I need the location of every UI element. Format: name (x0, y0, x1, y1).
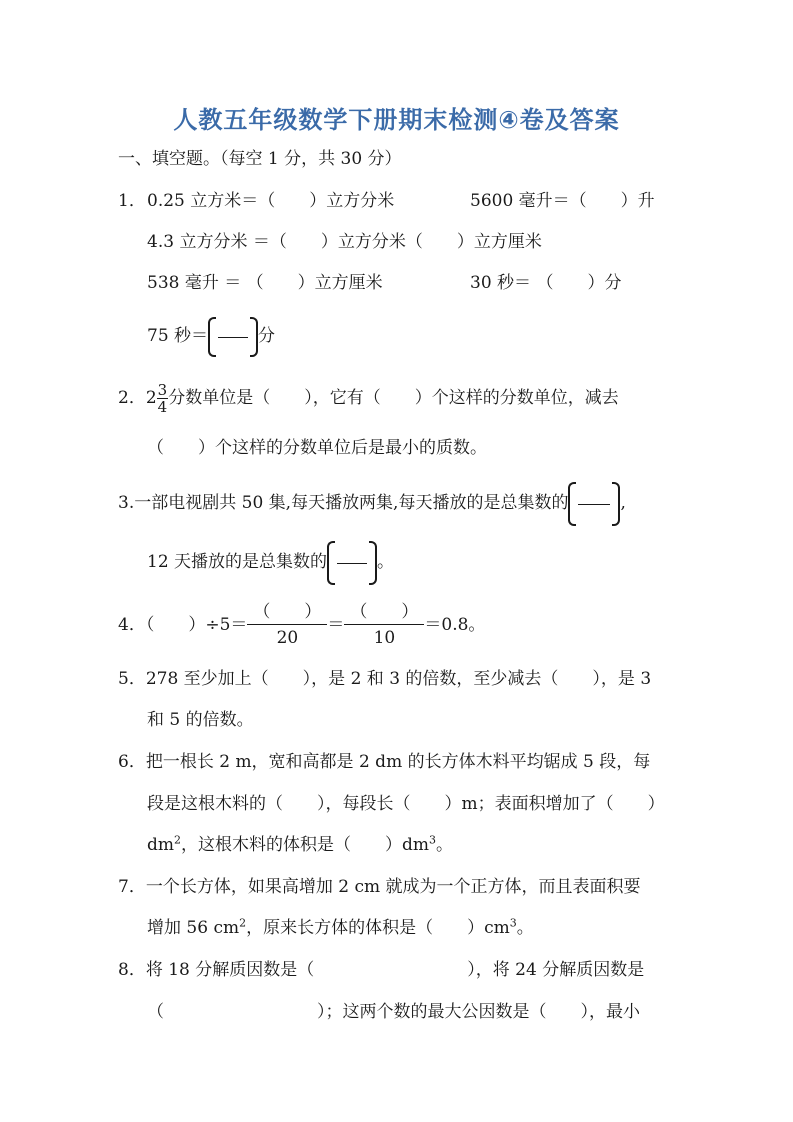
q2-text1: 分数单位是（ ），它有（ ）个这样的分数单位，减去 (168, 388, 619, 408)
q7-line2-text2: ，原来长方体的体积是（ ）cm (246, 918, 510, 938)
q3-text2: 12 天播放的是总集数的 (147, 552, 328, 572)
q6-line3-end: 。 (436, 835, 454, 855)
q3-end: 。 (377, 552, 395, 572)
q4-frac2-num: （ ） (344, 602, 424, 625)
page-title: 人教五年级数学下册期末检测④卷及答案 (173, 106, 620, 134)
q8-line2: （ ）；这两个数的最大公因数是（ ），最小 (147, 1002, 640, 1022)
q7-line2-end: 。 (516, 918, 534, 938)
q7-line1: 7．一个长方体，如果高增加 2 cm 就成为一个正方体，而且表面积要 (118, 877, 641, 897)
q7-line2-text: 增加 56 cm (147, 918, 240, 938)
q1-part-e: 30 秒＝ （ ）分 (470, 273, 622, 293)
q1-number: 1． (118, 191, 146, 211)
q2-whole: 2 (145, 388, 157, 408)
q3-text1: 3.一部电视剧共 50 集,每天播放两集,每天播放的是总集数的 (118, 493, 569, 513)
q4-number: 4． (118, 615, 146, 635)
q2-denominator: 4 (157, 398, 168, 416)
q6-line1: 6．把一根长 2 m，宽和高都是 2 dm 的长方体木料平均锯成 5 段，每 (118, 752, 651, 772)
q6-unit-dm: dm (147, 835, 175, 855)
q1-part-f (147, 314, 275, 358)
q3-comma: , (620, 493, 626, 513)
q4-fraction-2 (344, 602, 424, 649)
q5-line2: 和 5 的倍数。 (147, 710, 254, 730)
q2-number: 2． (118, 388, 146, 408)
blank-fraction-box (327, 541, 377, 585)
q5-line1: 5．278 至少加上（ ），是 2 和 3 的倍数，至少减去（ ），是 3 (118, 669, 652, 689)
q2-fraction (157, 382, 169, 415)
q1-f-prefix: 75 秒＝ (147, 326, 209, 346)
q4-equals: ＝ (327, 615, 345, 635)
q3-line2 (147, 539, 394, 585)
q1-part-a: 0.25 立方米＝（ ）立方分米 (147, 191, 395, 211)
q8-line1: 8．将 18 分解质因数是（ ），将 24 分解质因数是 (118, 960, 645, 980)
q7-line2 (147, 917, 534, 939)
blank-fraction-box (568, 482, 620, 526)
q3-line1 (118, 480, 626, 526)
q4-frac2-den: 10 (373, 628, 396, 648)
q2-line1 (118, 380, 619, 416)
q4-line (118, 600, 485, 650)
q1-part-c: 4.3 立方分米 ＝（ ）立方分米（ ）立方厘米 (147, 232, 542, 252)
q4-post: ＝0.8。 (424, 615, 486, 635)
q4-frac1-num: （ ） (247, 602, 327, 625)
q4-fraction-1 (247, 602, 327, 649)
q4-frac1-den: 20 (276, 628, 299, 648)
q6-sup-2: 2 (174, 833, 182, 847)
q7-sup-3: 3 (509, 916, 517, 930)
q1-f-suffix: 分 (258, 326, 276, 346)
q7-sup-2: 2 (239, 916, 247, 930)
q2-line2: （ ）个这样的分数单位后是最小的质数。 (147, 438, 487, 458)
blank-fraction-box (208, 317, 258, 357)
q2-numerator: 3 (157, 381, 168, 399)
q6-line2: 段是这根木料的（ ），每段长（ ）m；表面积增加了（ ） (147, 794, 665, 814)
q6-line3 (147, 834, 453, 856)
q4-pre: （ ）÷5＝ (145, 615, 248, 635)
section-heading: 一、填空题。（每空 1 分，共 30 分） (118, 149, 402, 169)
q1-part-b: 5600 毫升＝（ ）升 (470, 191, 655, 211)
q6-line3-text: ，这根木料的体积是（ ）dm (181, 835, 430, 855)
q6-sup-3: 3 (429, 833, 437, 847)
q1-part-d: 538 毫升 ＝ （ ）立方厘米 (147, 273, 383, 293)
